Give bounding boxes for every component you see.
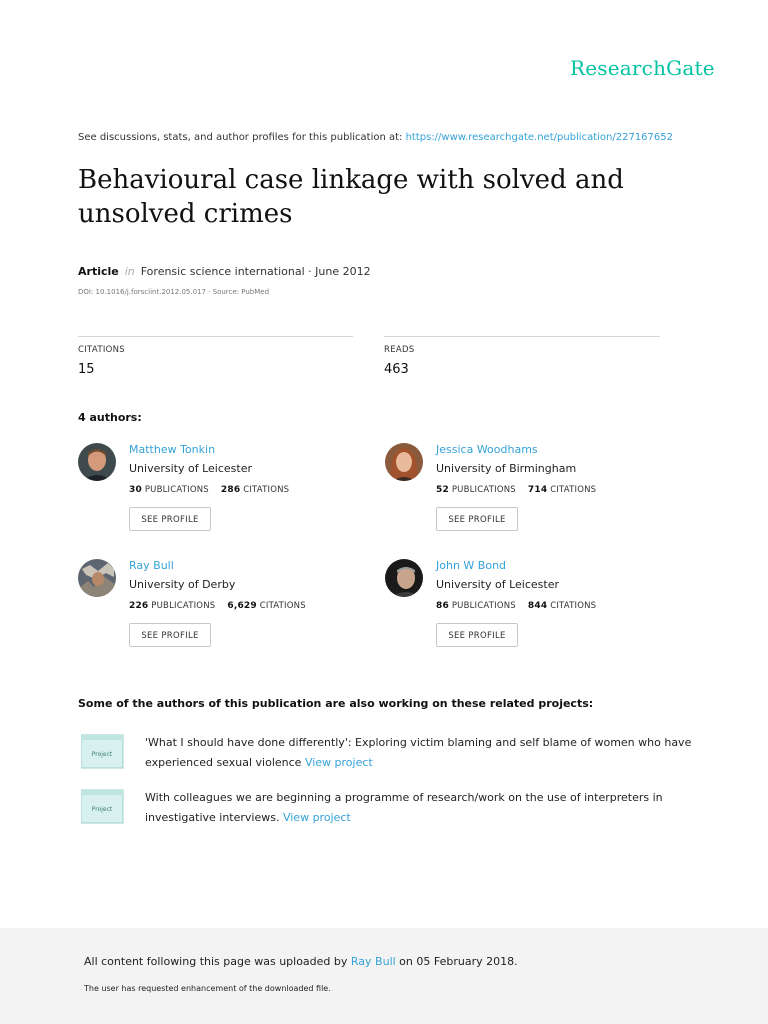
doi-source: DOI: 10.1016/j.forsciint.2012.05.017 · Source: PubMed bbox=[78, 288, 270, 296]
publications-count: 30 bbox=[129, 485, 142, 495]
publications-label: PUBLICATIONS bbox=[451, 485, 516, 495]
citations-count: 6,629 bbox=[227, 601, 257, 611]
project-folder-icon[interactable] bbox=[81, 788, 125, 824]
author-affiliation: University of Birmingham bbox=[436, 462, 577, 475]
view-project-link[interactable]: View project bbox=[304, 756, 373, 769]
upload-notice bbox=[84, 955, 518, 968]
view-project-link[interactable]: View project bbox=[282, 811, 351, 824]
upload-prefix: All content following this page was uploaded by bbox=[84, 955, 351, 968]
citations-value: 15 bbox=[78, 362, 95, 377]
footer-panel bbox=[0, 928, 768, 1024]
avatar-photo-icon bbox=[78, 443, 116, 481]
citations-label: CITATIONS bbox=[78, 345, 125, 355]
avatar-photo-icon bbox=[385, 559, 423, 597]
upload-suffix: on 05 February 2018. bbox=[395, 955, 518, 968]
author-stats bbox=[436, 601, 596, 611]
author-avatar[interactable] bbox=[78, 443, 116, 481]
publications-count: 86 bbox=[436, 601, 449, 611]
avatar-photo-icon bbox=[78, 559, 116, 597]
citations-count: 286 bbox=[220, 485, 241, 495]
researchgate-logo[interactable]: ResearchGate bbox=[570, 56, 715, 80]
publications-label: PUBLICATIONS bbox=[151, 601, 216, 611]
project-item bbox=[78, 788, 698, 832]
citations-count: 844 bbox=[527, 601, 548, 611]
citations-count: 714 bbox=[527, 485, 548, 495]
project-description bbox=[145, 733, 705, 773]
publication-type: Article bbox=[78, 265, 119, 278]
project-icon-label: Project bbox=[91, 751, 113, 758]
see-profile-button[interactable]: SEE PROFILE bbox=[436, 507, 518, 531]
avatar-photo-icon bbox=[385, 443, 423, 481]
author-avatar[interactable] bbox=[385, 443, 423, 481]
author-stats bbox=[436, 485, 596, 495]
author-affiliation: University of Leicester bbox=[436, 578, 559, 591]
author-stats bbox=[129, 601, 306, 611]
venue-date: Forensic science international · June 2012 bbox=[140, 265, 371, 278]
project-folder-icon[interactable] bbox=[81, 733, 125, 769]
project-text: With colleagues we are beginning a programme of research/work on the use of interpreters in investigative interviews. bbox=[145, 791, 663, 824]
project-icon-label: Project bbox=[91, 806, 113, 813]
in-label: in bbox=[124, 265, 135, 278]
citations-divider bbox=[78, 336, 353, 337]
author-name[interactable]: Jessica Woodhams bbox=[436, 443, 538, 456]
see-profile-button[interactable]: SEE PROFILE bbox=[129, 507, 211, 531]
author-affiliation: University of Leicester bbox=[129, 462, 252, 475]
author-card bbox=[385, 443, 685, 553]
project-text: 'What I should have done differently': Exploring victim blaming and self blame of women who have experienced sexual violence bbox=[145, 736, 692, 769]
reads-label: READS bbox=[384, 345, 415, 355]
publication-meta bbox=[78, 265, 371, 278]
enhancement-note: The user has requested enhancement of the downloaded file. bbox=[84, 984, 331, 993]
citations-label: CITATIONS bbox=[259, 601, 306, 611]
author-name[interactable]: Matthew Tonkin bbox=[129, 443, 216, 456]
project-description bbox=[145, 788, 705, 828]
author-affiliation: University of Derby bbox=[129, 578, 236, 591]
see-profile-button[interactable]: SEE PROFILE bbox=[129, 623, 211, 647]
publications-label: PUBLICATIONS bbox=[451, 601, 516, 611]
authors-heading: 4 authors: bbox=[78, 411, 142, 424]
author-card bbox=[385, 559, 685, 669]
publication-url-link[interactable]: https://www.researchgate.net/publication/227167652 bbox=[405, 132, 673, 143]
uploader-link[interactable]: Ray Bull bbox=[350, 955, 396, 968]
project-item bbox=[78, 733, 698, 777]
author-card bbox=[78, 443, 378, 553]
author-avatar[interactable] bbox=[385, 559, 423, 597]
intro-text: See discussions, stats, and author profiles for this publication at: bbox=[78, 132, 406, 143]
intro-line bbox=[78, 132, 673, 143]
publications-count: 226 bbox=[129, 601, 149, 611]
publications-label: PUBLICATIONS bbox=[144, 485, 209, 495]
author-name[interactable]: John W Bond bbox=[436, 559, 507, 572]
author-stats bbox=[129, 485, 289, 495]
reads-divider bbox=[384, 336, 660, 337]
author-avatar[interactable] bbox=[78, 559, 116, 597]
projects-heading: Some of the authors of this publication are also working on these related projects: bbox=[78, 697, 594, 710]
author-name[interactable]: Ray Bull bbox=[129, 559, 174, 572]
citations-label: CITATIONS bbox=[243, 485, 290, 495]
citations-label: CITATIONS bbox=[550, 485, 597, 495]
author-card bbox=[78, 559, 378, 669]
reads-value: 463 bbox=[384, 362, 409, 377]
see-profile-button[interactable]: SEE PROFILE bbox=[436, 623, 518, 647]
publications-count: 52 bbox=[436, 485, 449, 495]
publication-title: Behavioural case linkage with solved and unsolved crimes bbox=[78, 165, 624, 229]
citations-label: CITATIONS bbox=[550, 601, 597, 611]
